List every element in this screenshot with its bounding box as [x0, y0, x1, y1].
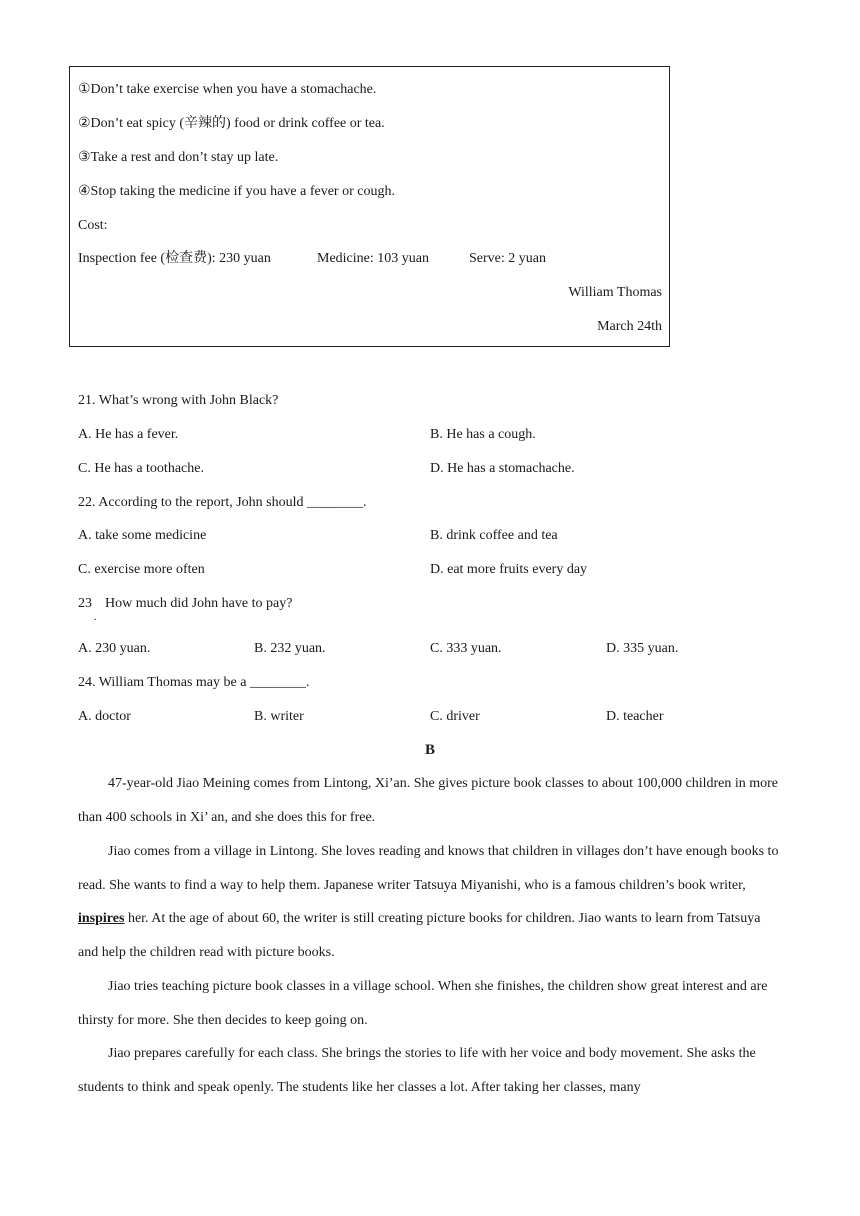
- report-line-3: ③Take a rest and don’t stay up late.: [78, 150, 279, 165]
- report-date: March 24th: [597, 319, 662, 334]
- report-signature: William Thomas: [568, 285, 662, 300]
- paragraph-3-text: Jiao tries teaching picture book classes in a village school. When she finishes, the children show great interest and are thirsty for more. She then decides to keep going on.: [78, 979, 768, 1028]
- cost-medicine: Medicine: 103 yuan: [317, 251, 429, 266]
- question-24-option-c: C. driver: [430, 709, 480, 724]
- question-23-dot: .: [94, 612, 97, 623]
- keyword-inspires: inspires: [78, 911, 125, 927]
- section-b-paragraph-1: [78, 767, 782, 834]
- paragraph-2-text-before: Jiao comes from a village in Lintong. She loves reading and knows that children in villages don’t have enough books to read. She wants to find a way to help them. Japanese writer Tatsuya Miyanishi, who is a famous children’s book writer,: [78, 844, 779, 893]
- doctor-report-box: [69, 66, 670, 347]
- question-23-option-a: A. 230 yuan.: [78, 641, 151, 656]
- cost-inspection-fee: Inspection fee (检查费): 230 yuan: [78, 251, 271, 266]
- section-b-title: B: [424, 742, 435, 758]
- report-line-1: ①Don’t take exercise when you have a stomachache.: [78, 82, 377, 97]
- section-b-paragraph-2: [78, 835, 782, 969]
- question-24-option-d: D. teacher: [606, 709, 664, 724]
- section-b-paragraph-3: [78, 970, 782, 1037]
- cost-serve: Serve: 2 yuan: [469, 251, 546, 266]
- question-22-option-c: C. exercise more often: [78, 562, 205, 577]
- paragraph-2-text-after: her. At the age of about 60, the writer is still creating picture books for children. Jiao wants to learn from Tatsuya and help the children read with picture books.: [78, 911, 761, 960]
- question-21-option-d: D. He has a stomachache.: [430, 461, 575, 476]
- question-21-stem: 21. What’s wrong with John Black?: [78, 393, 279, 408]
- section-b-paragraph-4: [78, 1037, 782, 1104]
- question-22-option-a: A. take some medicine: [78, 528, 207, 543]
- paragraph-4-text: Jiao prepares carefully for each class. She brings the stories to life with her voice and body movement. She asks the students to think and speak openly. The students like her classes a lot. After taking her classes, many: [78, 1046, 756, 1095]
- question-22-option-d: D. eat more fruits every day: [430, 562, 588, 577]
- cost-label: Cost:: [78, 218, 108, 233]
- report-line-2: ②Don’t eat spicy (辛辣的) food or drink coffee or tea.: [78, 116, 385, 131]
- paragraph-1-text: 47-year-old Jiao Meining comes from Lintong, Xi’an. She gives picture book classes to about 100,000 children in more than 400 schools in Xi’ an, and she does this for free.: [78, 776, 779, 825]
- question-23-number: 23: [78, 596, 92, 611]
- question-24-stem: 24. William Thomas may be a ________.: [78, 675, 310, 690]
- question-23-option-c: C. 333 yuan.: [430, 641, 502, 656]
- question-22-stem: 22. According to the report, John should ________.: [78, 495, 367, 510]
- question-23-option-b: B. 232 yuan.: [254, 641, 326, 656]
- question-24-option-a: A. doctor: [78, 709, 131, 724]
- question-21-option-c: C. He has a toothache.: [78, 461, 204, 476]
- question-22-option-b: B. drink coffee and tea: [430, 528, 558, 543]
- question-21-option-a: A. He has a fever.: [78, 427, 179, 442]
- report-line-4: ④Stop taking the medicine if you have a fever or cough.: [78, 184, 395, 199]
- question-23-option-d: D. 335 yuan.: [606, 641, 679, 656]
- question-21-option-b: B. He has a cough.: [430, 427, 536, 442]
- question-24-option-b: B. writer: [254, 709, 304, 724]
- question-23-stem: How much did John have to pay?: [105, 596, 293, 611]
